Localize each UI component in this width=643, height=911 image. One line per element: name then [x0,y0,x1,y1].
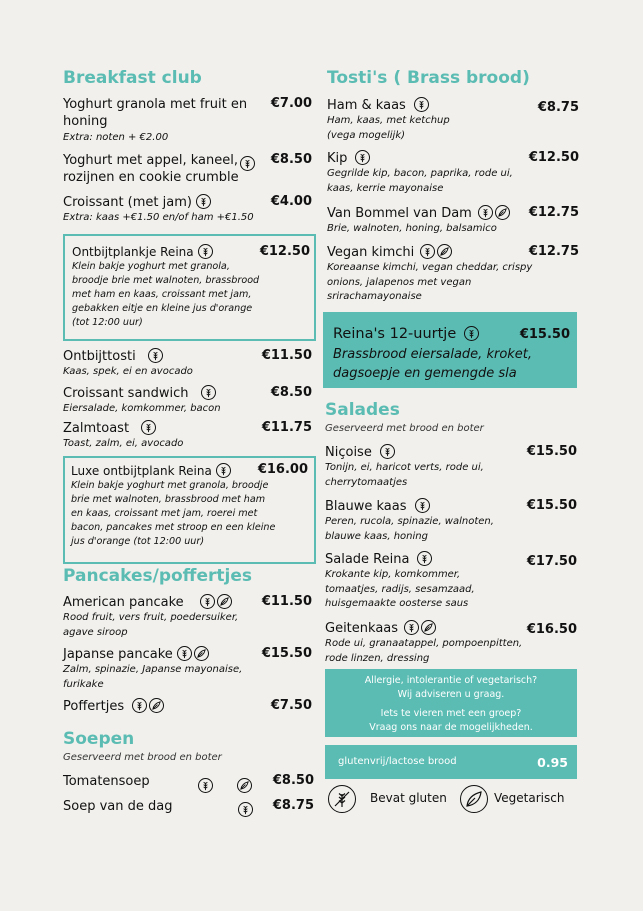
gluten-icon [216,463,231,478]
item-name: Vegan kimchi [327,244,452,261]
gluten-icon [148,348,163,363]
item-price: €8.50 [272,773,314,788]
section-note: Geserveerd met brood en boter [325,423,484,434]
vegetarian-legend-icon [460,785,488,813]
section-title-salades: Salades [325,400,400,420]
gluten-icon [198,778,213,793]
section-title-soepen: Soepen [63,729,135,749]
gluten-legend-icon [328,785,356,813]
item-price: €12.75 [528,244,579,259]
legend-gluten-label: Bevat gluten [370,791,447,805]
item-price: €15.50 [526,444,577,459]
item-name: Luxe ontbijtplank Reina [71,463,308,479]
info-line: Iets te vieren met een groep? [380,708,522,719]
gluten-icon [380,444,395,459]
item-desc: Gegrilde kip, bacon, paprika, rode ui, kaas, kerrie mayonaise [327,168,513,194]
item-desc: Rood fruit, vers fruit, poedersuiker, agave siroop [63,612,239,638]
item-price: €7.00 [270,96,312,111]
vegetarian-icon [237,778,252,793]
item-desc: Eiersalade, komkommer, bacon [63,403,221,414]
item-name: Croissant sandwich [63,385,216,402]
legend-vegetarian-label: Vegetarisch [494,791,565,805]
gluten-icon [420,244,435,259]
item-name: Ham & kaas [327,97,429,114]
item-price: €11.50 [261,594,312,609]
item-name: Japanse pancake [63,646,209,663]
special-name: Reina's 12-uurtje [333,326,479,342]
item-name: Blauwe kaas [325,498,430,515]
vegetarian-icon [149,698,164,713]
gluten-icon [464,326,479,341]
gluten-icon [177,646,192,661]
item-name: Yoghurt granola met fruit en honing [63,97,248,129]
gluten-free-price: 0.95 [537,755,568,770]
item-name: Poffertjes [63,698,164,715]
item-desc: Extra: noten + €2.00 [63,132,169,143]
section-title-pancakes: Pancakes/poffertjes [63,566,252,586]
item-name: Salade Reina [325,551,432,568]
special-box [323,312,577,388]
item-desc: Brie, walnoten, honing, balsamico [327,223,497,234]
special-desc: Brassbrood eiersalade, kroket, dagsoepje en gemengde sla [333,347,533,381]
gluten-icon [417,551,432,566]
item-desc: Peren, rucola, spinazie, walnoten, blauwe kaas, honing [325,516,494,542]
gluten-icon [198,244,213,259]
item-desc: Koreaanse kimchi, vegan cheddar, crispy onions, jalapenos met vegan srirachamayonaise [327,262,533,302]
item-desc: Kaas, spek, ei en avocado [63,366,193,377]
section-note: Geserveerd met brood en boter [63,752,222,763]
gluten-free-box [325,745,577,779]
info-line: Vraag ons naar de mogelijkheden. [369,721,533,733]
vegetarian-icon [217,594,232,609]
item-name: American pancake [63,594,232,611]
gluten-icon [414,97,429,112]
info-box [325,669,577,737]
gluten-icon [404,620,419,635]
gluten-icon [240,156,255,171]
item-price: €11.50 [261,348,312,363]
item-price: €15.50 [526,498,577,513]
item-name: Yoghurt met appel, kaneel, rozijnen en cookie crumble [63,153,239,185]
gluten-icon [141,420,156,435]
item-price: €8.50 [270,385,312,400]
item-price: €7.50 [270,698,312,713]
item-price: €8.75 [272,798,314,813]
vegetarian-icon [495,205,510,220]
item-desc: Ham, kaas, met ketchup (vega mogelijk) [327,115,450,141]
ontbijtplankje-box [63,234,316,341]
item-desc: Tonijn, ei, haricot verts, rode ui, cherrytomaatjes [325,462,484,488]
item-name: Zalmtoast [63,420,156,437]
vegetarian-icon [194,646,209,661]
gluten-icon [196,194,211,209]
section-title-breakfast: Breakfast club [63,68,202,88]
item-name: Ontbijtplankje Reina [72,244,308,260]
item-price: €8.50 [270,152,312,167]
item-price: €16.50 [526,622,577,637]
info-line: Wij adviseren u graag. [397,688,505,700]
item-name: Niçoise [325,444,395,461]
item-desc: Zalm, spinazie, Japanse mayonaise, furikake [63,664,243,690]
vegetarian-icon [437,244,452,259]
item-desc: Krokante kip, komkommer, tomaatjes, radijs, sesamzaad, huisgemaakte oosterse saus [325,569,475,609]
gluten-icon [200,594,215,609]
item-price: €16.00 [257,462,308,477]
gluten-icon [238,802,253,817]
gluten-icon [132,698,147,713]
item-price: €12.75 [528,205,579,220]
item-price: €12.50 [528,150,579,165]
gluten-icon [415,498,430,513]
item-price: €17.50 [526,554,577,569]
vegetarian-icon [421,620,436,635]
item-desc: Toast, zalm, ei, avocado [63,438,184,449]
item-desc: Rode ui, granaatappel, pompoenpitten, rode linzen, dressing [325,638,523,664]
item-name: Kip [327,150,370,167]
item-name: Van Bommel van Dam [327,205,510,222]
gluten-icon [201,385,216,400]
item-price: €8.75 [537,100,579,115]
item-name: Tomatensoep [63,774,150,789]
item-price: €12.50 [259,244,310,259]
special-price: €15.50 [519,327,570,342]
luxe-ontbijtplank-box [63,456,316,564]
gluten-free-label: glutenvrij/lactose brood [338,756,457,767]
item-price: €4.00 [270,194,312,209]
item-desc: Klein bakje yoghurt met granola, broodje brie met walnoten, brassbrood met ham en kaas, croissant met jam, roerei met bacon, pancakes met stroop en een kleine jus d'orange (tot 12:00 uur) [71,480,276,547]
section-title-tosti: Tosti's ( Brass brood) [327,68,530,88]
gluten-icon [355,150,370,165]
item-price: €11.75 [261,420,312,435]
item-desc: Extra: kaas +€1.50 en/of ham +€1.50 [63,212,254,223]
item-name: Geitenkaas [325,620,436,637]
item-name: Croissant (met jam) [63,194,211,211]
item-price: €15.50 [261,646,312,661]
item-name: Ontbijttosti [63,348,163,365]
item-desc: Klein bakje yoghurt met granola, broodje brie met walnoten, brassbrood met ham en kaas, croissant met jam, gebakken eitje en kleine jus d'orange (tot 12:00 uur) [72,261,260,328]
item-name: Soep van de dag [63,799,173,814]
info-line: Allergie, intolerantie of vegetarisch? [364,675,538,686]
gluten-icon [478,205,493,220]
